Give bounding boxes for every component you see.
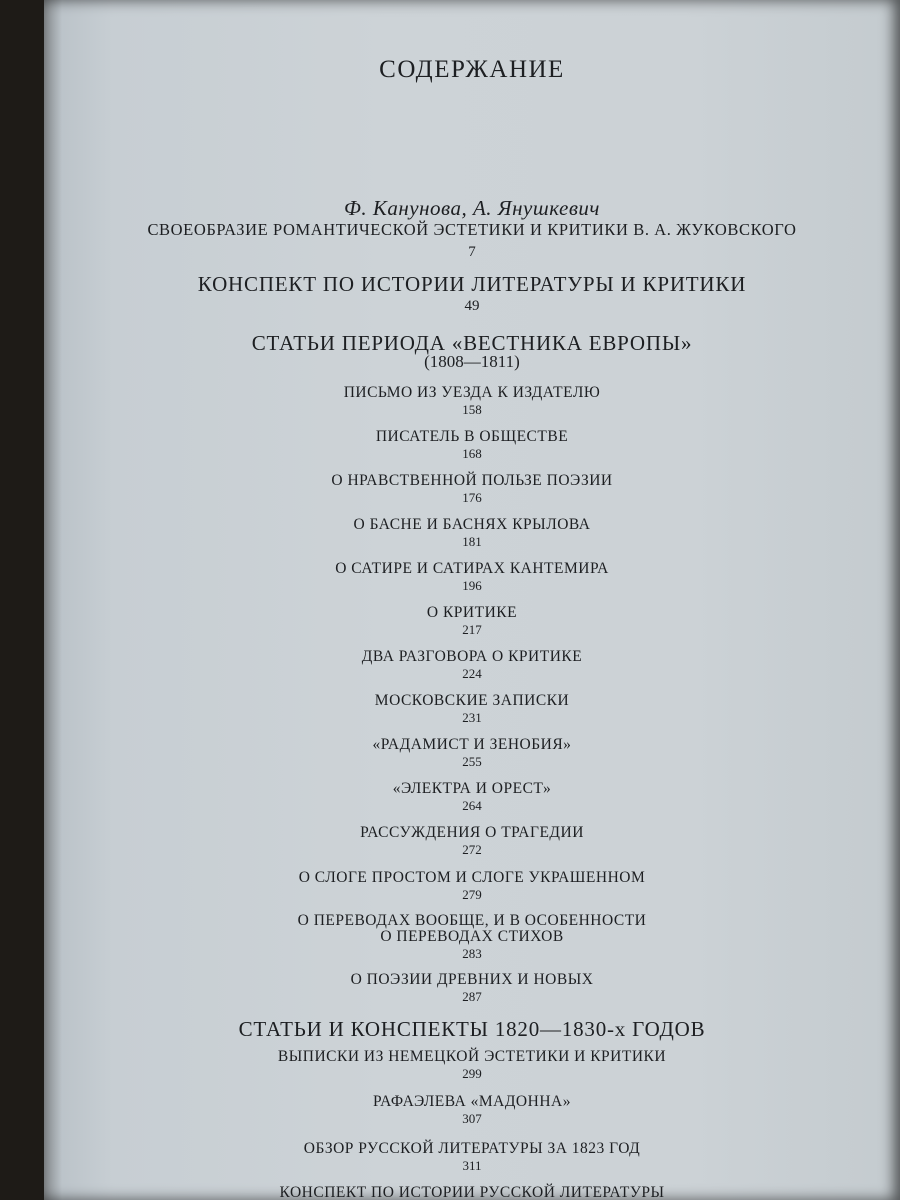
toc-item-page: 299 xyxy=(462,1066,482,1081)
section1-title: КОНСПЕКТ ПО ИСТОРИИ ЛИТЕРАТУРЫ И КРИТИКИ xyxy=(197,272,747,296)
toc-item-page: 224 xyxy=(462,666,482,681)
toc-item-page: 311 xyxy=(462,1158,482,1173)
intro-authors: Ф. Канунова, А. Янушкевич xyxy=(344,196,600,220)
toc-item: «РАДАМИСТ И ЗЕНОБИЯ» xyxy=(372,736,572,753)
toc-item-page: 307 xyxy=(462,1111,482,1126)
toc-item: РАФАЭЛЕВА «МАДОННА» xyxy=(373,1093,571,1110)
toc-item: ВЫПИСКИ ИЗ НЕМЕЦКОЙ ЭСТЕТИКИ И КРИТИКИ xyxy=(277,1048,667,1065)
toc-item-page: 272 xyxy=(462,842,482,857)
book-page xyxy=(44,0,900,1200)
section2-years: (1808—1811) xyxy=(424,352,520,371)
toc-item-page: 279 xyxy=(462,887,482,902)
toc-item-continuation: О ПЕРЕВОДАХ СТИХОВ xyxy=(380,928,564,945)
toc-item: О ПОЭЗИИ ДРЕВНИХ И НОВЫХ xyxy=(350,971,594,988)
contents-heading: СОДЕРЖАНИЕ xyxy=(379,56,565,83)
toc-item: ОБЗОР РУССКОЙ ЛИТЕРАТУРЫ ЗА 1823 ГОД xyxy=(303,1140,641,1157)
toc-item-page: 181 xyxy=(462,534,482,549)
toc-item-page: 158 xyxy=(462,402,482,417)
intro-title: СВОЕОБРАЗИЕ РОМАНТИЧЕСКОЙ ЭСТЕТИКИ И КРИТИКИ В. А. ЖУКОВСКОГО xyxy=(147,220,797,239)
toc-item-page: 231 xyxy=(462,710,482,725)
toc-item: МОСКОВСКИЕ ЗАПИСКИ xyxy=(374,692,570,709)
toc-item: КОНСПЕКТ ПО ИСТОРИИ РУССКОЙ ЛИТЕРАТУРЫ xyxy=(279,1184,665,1200)
toc-item: О СЛОГЕ ПРОСТОМ И СЛОГЕ УКРАШЕННОМ xyxy=(298,869,646,886)
toc-item: О БАСНЕ И БАСНЯХ КРЫЛОВА xyxy=(353,516,591,533)
toc-item: О НРАВСТВЕННОЙ ПОЛЬЗЕ ПОЭЗИИ xyxy=(331,472,613,489)
toc-item: «ЭЛЕКТРА И ОРЕСТ» xyxy=(392,780,552,797)
toc-item-page: 255 xyxy=(462,754,482,769)
toc-item: ДВА РАЗГОВОРА О КРИТИКЕ xyxy=(361,648,583,665)
toc-item-page: 264 xyxy=(462,798,482,813)
toc-item: О ПЕРЕВОДАХ ВООБЩЕ, И В ОСОБЕННОСТИ xyxy=(297,912,647,929)
toc-item-page: 168 xyxy=(462,446,482,461)
toc-item: ПИСЬМО ИЗ УЕЗДА К ИЗДАТЕЛЮ xyxy=(343,384,601,401)
toc-item-page: 283 xyxy=(462,946,482,961)
toc-item-page: 176 xyxy=(462,490,482,505)
section1-page: 49 xyxy=(464,298,480,314)
toc-item-page: 287 xyxy=(462,989,482,1004)
toc-item: О КРИТИКЕ xyxy=(426,604,518,621)
toc-item: РАССУЖДЕНИЯ О ТРАГЕДИИ xyxy=(360,824,584,841)
toc-item: О САТИРЕ И САТИРАХ КАНТЕМИРА xyxy=(335,560,609,577)
toc-item-page: 217 xyxy=(462,622,482,637)
toc-item-page: 196 xyxy=(462,578,482,593)
toc-item: ПИСАТЕЛЬ В ОБЩЕСТВЕ xyxy=(375,428,569,445)
section3-title: СТАТЬИ И КОНСПЕКТЫ 1820—1830-х ГОДОВ xyxy=(238,1017,706,1041)
section2-title: СТАТЬИ ПЕРИОДА «ВЕСТНИКА ЕВРОПЫ» xyxy=(251,331,693,355)
intro-page: 7 xyxy=(468,244,476,260)
